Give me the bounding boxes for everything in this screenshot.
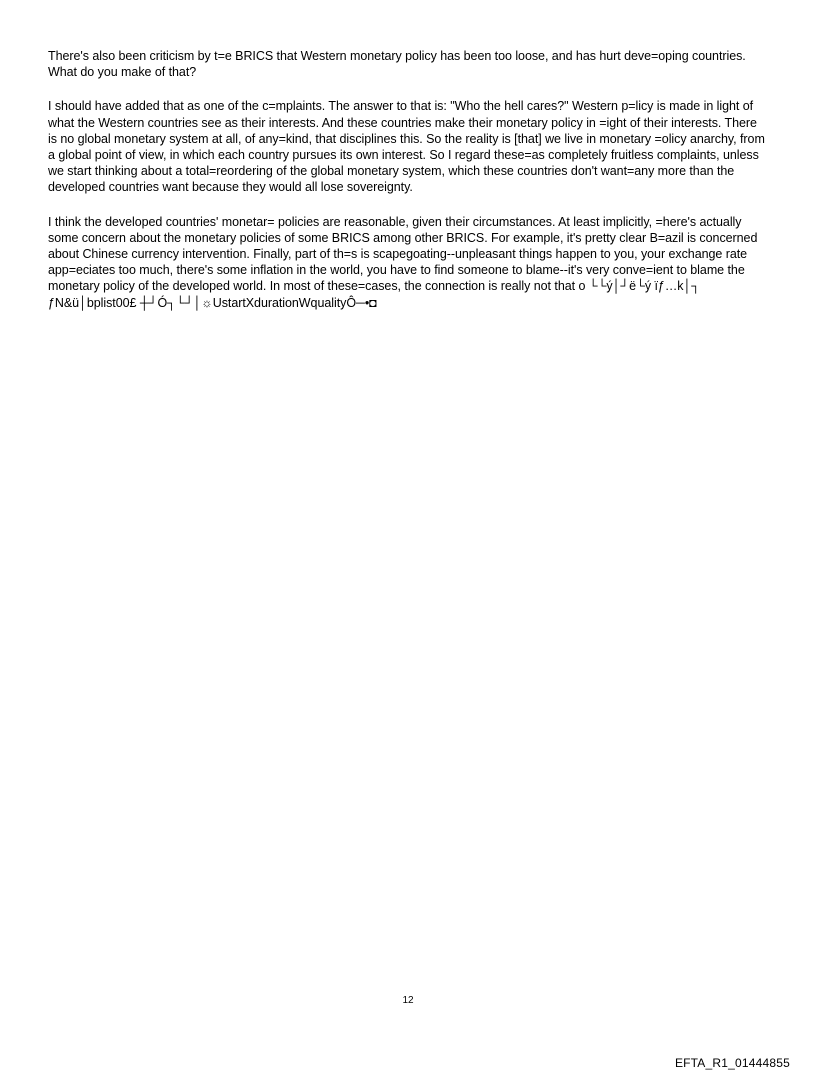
- page-number: 12: [402, 995, 414, 1006]
- document-id: EFTA_R1_01444855: [674, 1056, 790, 1070]
- document-body: [48, 48, 768, 329]
- answer-paragraph-continued: I think the developed countries' monetar= policies are reasonable, given their circumstances. At least implicitly, =here's actually some concern about the monetary policies of some BRICS among other BRICS. For example, it's pretty clear B=azil is concerned about Chinese currency intervention. Finally, part of th=s is scapegoating--unpleasant things happen to you, your exchange rate app=eciates too much, there's some inflation in the world, you have to find someone to blame--it's very conve=ient to blame the monetary policy of the developed world. In most of these=cases, the connection is really not that o └└ý│┘ë└ý ïƒ…k│┐ ƒN&ü│bplist00£ ┼┘Ó┐└┘│☼UstartXdurationWqualityÔ─•◘: [48, 214, 758, 310]
- question-paragraph: There's also been criticism by t=e BRICS that Western monetary policy has been too loose, and has hurt deve=oping countries. What do you make of that?: [48, 49, 746, 80]
- answer-paragraph: I should have added that as one of the c=mplaints. The answer to that is: "Who the hell cares?" Western p=licy is made in light of what the Western countries see as their interests. And these countries make their monetary policy in =ight of their interests. There is no global monetary system at all, of any=kind, that disciplines this. So the reality is [that] we live in monetary =olicy anarchy, from a global point of view, in which each country pursues its own interest. So I regard these=as completely fruitless complaints, unless we start thinking about a total=reordering of the global monetary system, which these countries don't want=any more than the developed countries want because they would all lose sovereignty.: [48, 99, 765, 195]
